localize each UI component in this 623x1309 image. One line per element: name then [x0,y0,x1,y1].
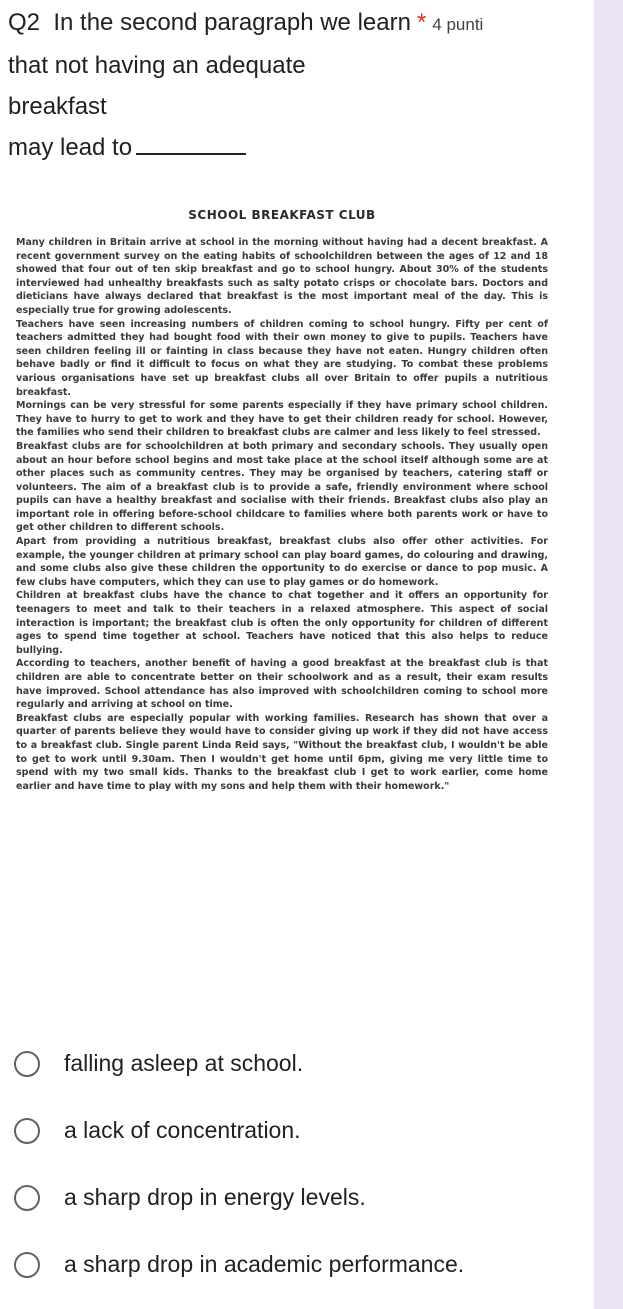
question-line-4 [8,127,588,168]
points-label: 4 punti [432,15,484,34]
option-energy-drop[interactable] [14,1164,584,1231]
question-title [8,2,588,168]
article-paragraph: Children at breakfast clubs have the chance to chat together and it offers an opportunity for teenagers to meet and talk to their teachers in a relaxed atmosphere. This aspect of social interaction is important; the breakfast club is often the only opportunity for children of different ages to spend time together at school. Teachers have noticed that this also helps to reduce bullying. [16,590,548,656]
question-line-1 [8,2,588,45]
option-label: falling asleep at school. [64,1050,304,1076]
article-title: SCHOOL BREAKFAST CLUB [188,208,376,222]
article-paragraph: Teachers have seen increasing numbers of children coming to school hungry. Fifty per cent of teachers admitted they had bought food with their own money to give to pupils. Teachers have seen children feeling ill or fainting in class because they have not eaten. Hungry children often behave badly or find it difficult to focus on what they are studying. To combat these problems various organisations have set up breakfast clubs all over Britain to offer pupils a nutritious breakfast. [16,318,548,398]
option-label: a sharp drop in academic performance. [64,1251,465,1277]
required-marker: * [416,9,427,36]
question-number: Q2 [8,9,41,36]
article-image [16,208,548,793]
question-line-3: breakfast [8,93,107,120]
background-strip [594,0,623,1309]
article-paragraph: Breakfast clubs are for schoolchildren at both primary and secondary schools. They usually open about an hour before school begins and most take place at the school itself although some are at other places such as community centres. They may be organised by teachers, catering staff or volunteers. The aim of a breakfast club is to provide a safe, friendly environment where school pupils can have a healthy breakfast and socialise with their friends. Breakfast clubs also play an important role in offering before-school childcare to families where both parents work or have to get other children to different schools. [16,440,548,534]
option-lack-of-concentration[interactable] [14,1097,584,1164]
option-falling-asleep[interactable] [14,1030,584,1097]
answer-blank [136,135,246,155]
article-paragraph: According to teachers, another benefit of having a good breakfast at the breakfast club is that children are able to concentrate better on their schoolwork and as a result, their exam results have improved. School attendance has also improved with schoolchildren coming to school more regularly and arriving at school on time. [16,658,548,711]
radio-button[interactable] [14,1051,40,1077]
question-text-4: may lead to [8,134,133,161]
question-text-1: In the second paragraph we learn [53,9,411,36]
article-paragraph: Many children in Britain arrive at school in the morning without having had a decent breakfast. A recent government survey on the eating habits of schoolchildren between the ages of 12 and 18 showed that four out of ten skip breakfast and go to school hungry. About 30% of the students interviewed had unhealthy breakfasts such as salty potato crisps or chocolate bars. Doctors and dieticians have always declared that breakfast is the most important meal of the day. This is especially true for growing adolescents. [16,237,548,316]
radio-button[interactable] [14,1118,40,1144]
radio-button[interactable] [14,1185,40,1211]
article-paragraph: Mornings can be very stressful for some parents especially if they have primary school children. They have to hurry to get to work and they have to get their children ready for school. However, the families who send their children to breakfast clubs are calmer and less likely to feel stressed. [16,400,548,439]
article-paragraph: Apart from providing a nutritious breakfast, breakfast clubs also offer other activities. For example, the younger children at primary school can play board games, do colouring and drawing, and some clubs also give these children the opportunity to do exercise or dance to pop music. A few clubs have computers, which they can use to play games or do homework. [16,536,548,588]
article-paragraph: Breakfast clubs are especially popular with working families. Research has shown that over a quarter of parents believe they would have to consider giving up work if they did not have access to a breakfast club. Single parent Linda Reid says, "Without the breakfast club, I wouldn't be able to get to work until 9.30am. Then I wouldn't get home until 6pm, giving me very little time to spend with my two small kids. Thanks to the breakfast club I get to work earlier, come home earlier and have time to play with my sons and help them with their homework." [16,712,548,792]
option-academic-drop[interactable] [14,1231,584,1298]
question-line-2: that not having an adequate [8,52,306,79]
answer-options [14,1030,584,1298]
radio-button[interactable] [14,1252,40,1278]
option-label: a lack of concentration. [64,1117,301,1143]
option-label: a sharp drop in energy levels. [64,1184,366,1210]
